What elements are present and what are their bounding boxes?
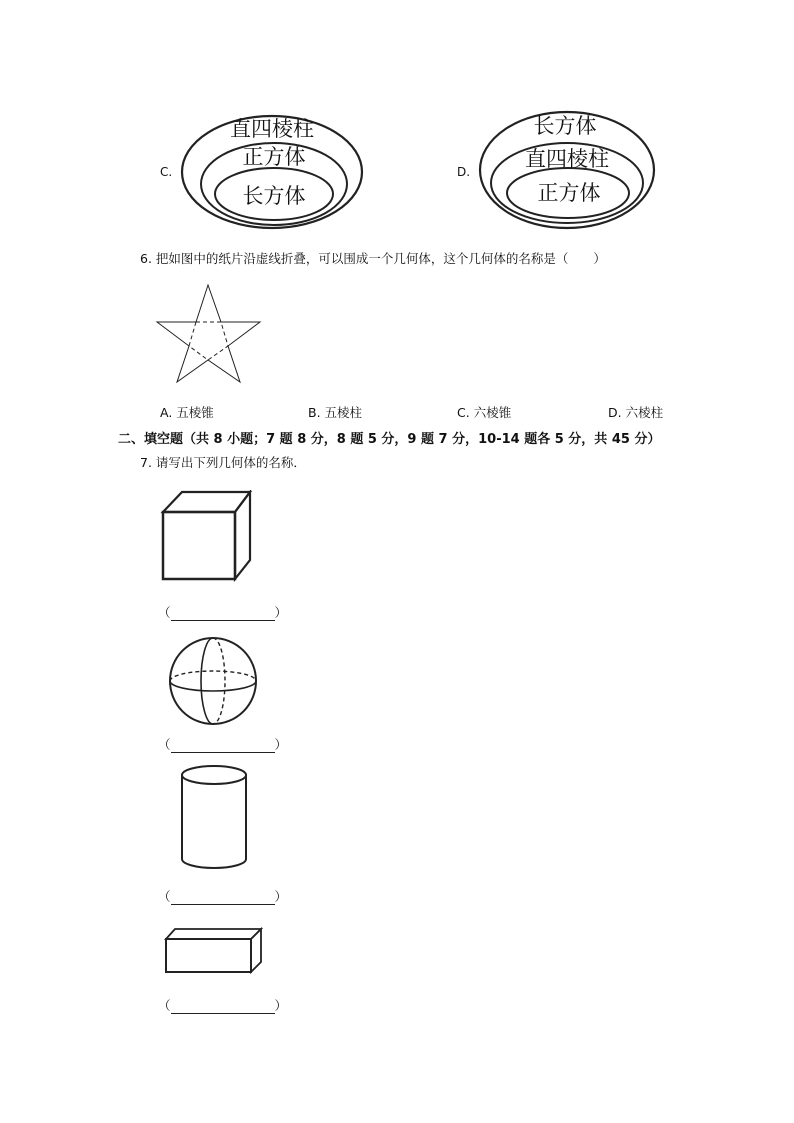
inner-label: 正方体 bbox=[537, 181, 601, 205]
star-net-figure bbox=[155, 283, 263, 385]
venn-diagram-c bbox=[178, 100, 366, 230]
option-c-text: 六棱锥 bbox=[473, 405, 512, 420]
middle-label: 正方体 bbox=[242, 145, 306, 169]
outer-label: 直四棱柱 bbox=[230, 117, 314, 141]
blank-line bbox=[171, 606, 275, 621]
blank-open: （ bbox=[158, 998, 171, 1013]
option-b-text: 五棱柱 bbox=[324, 405, 363, 420]
answer-blank-4[interactable] bbox=[158, 996, 288, 1014]
blank-open: （ bbox=[158, 889, 171, 904]
option-d-label: D. bbox=[457, 165, 471, 179]
blank-close: ） bbox=[274, 605, 288, 620]
venn-diagram-d bbox=[476, 100, 660, 232]
cuboid-icon bbox=[163, 926, 265, 976]
section-heading: 二、填空题（共 8 小题；7 题 8 分，8 题 5 分，9 题 7 分，10-14 题各 5 分，共 45 分） bbox=[118, 432, 661, 447]
blank-close: ） bbox=[274, 737, 288, 752]
blank-line bbox=[171, 999, 275, 1014]
cube-icon bbox=[160, 490, 252, 582]
option-c-label: C. bbox=[160, 165, 173, 179]
option-d-label: D. bbox=[608, 405, 622, 420]
answer-blank-2[interactable] bbox=[158, 735, 288, 753]
option-c-label: C. bbox=[457, 405, 470, 420]
blank-line bbox=[171, 738, 275, 753]
option-a-label: A. bbox=[160, 405, 173, 420]
option-b-label: B. bbox=[308, 405, 321, 420]
blank-line bbox=[171, 890, 275, 905]
blank-open: （ bbox=[158, 737, 171, 752]
middle-label: 直四棱柱 bbox=[525, 147, 609, 171]
question-7-text: 7. 请写出下列几何体的名称． bbox=[140, 455, 306, 470]
blank-open: （ bbox=[158, 605, 171, 620]
option-d[interactable] bbox=[608, 403, 663, 421]
cylinder-icon bbox=[178, 763, 252, 873]
answer-blank-1[interactable] bbox=[158, 603, 288, 621]
option-b[interactable] bbox=[308, 403, 362, 421]
outer-label: 长方体 bbox=[533, 114, 597, 138]
sphere-icon bbox=[165, 636, 263, 726]
option-a[interactable] bbox=[160, 403, 214, 421]
blank-close: ） bbox=[274, 998, 288, 1013]
answer-blank-3[interactable] bbox=[158, 887, 288, 905]
inner-label: 长方体 bbox=[242, 184, 306, 208]
option-d-text: 六棱柱 bbox=[625, 405, 664, 420]
blank-close: ） bbox=[274, 889, 288, 904]
option-a-text: 五棱锥 bbox=[176, 405, 214, 420]
question-6-text: 6. 把如图中的纸片沿虚线折叠，可以围成一个几何体，这个几何体的名称是（ ） bbox=[140, 251, 606, 266]
option-c[interactable] bbox=[457, 403, 511, 421]
